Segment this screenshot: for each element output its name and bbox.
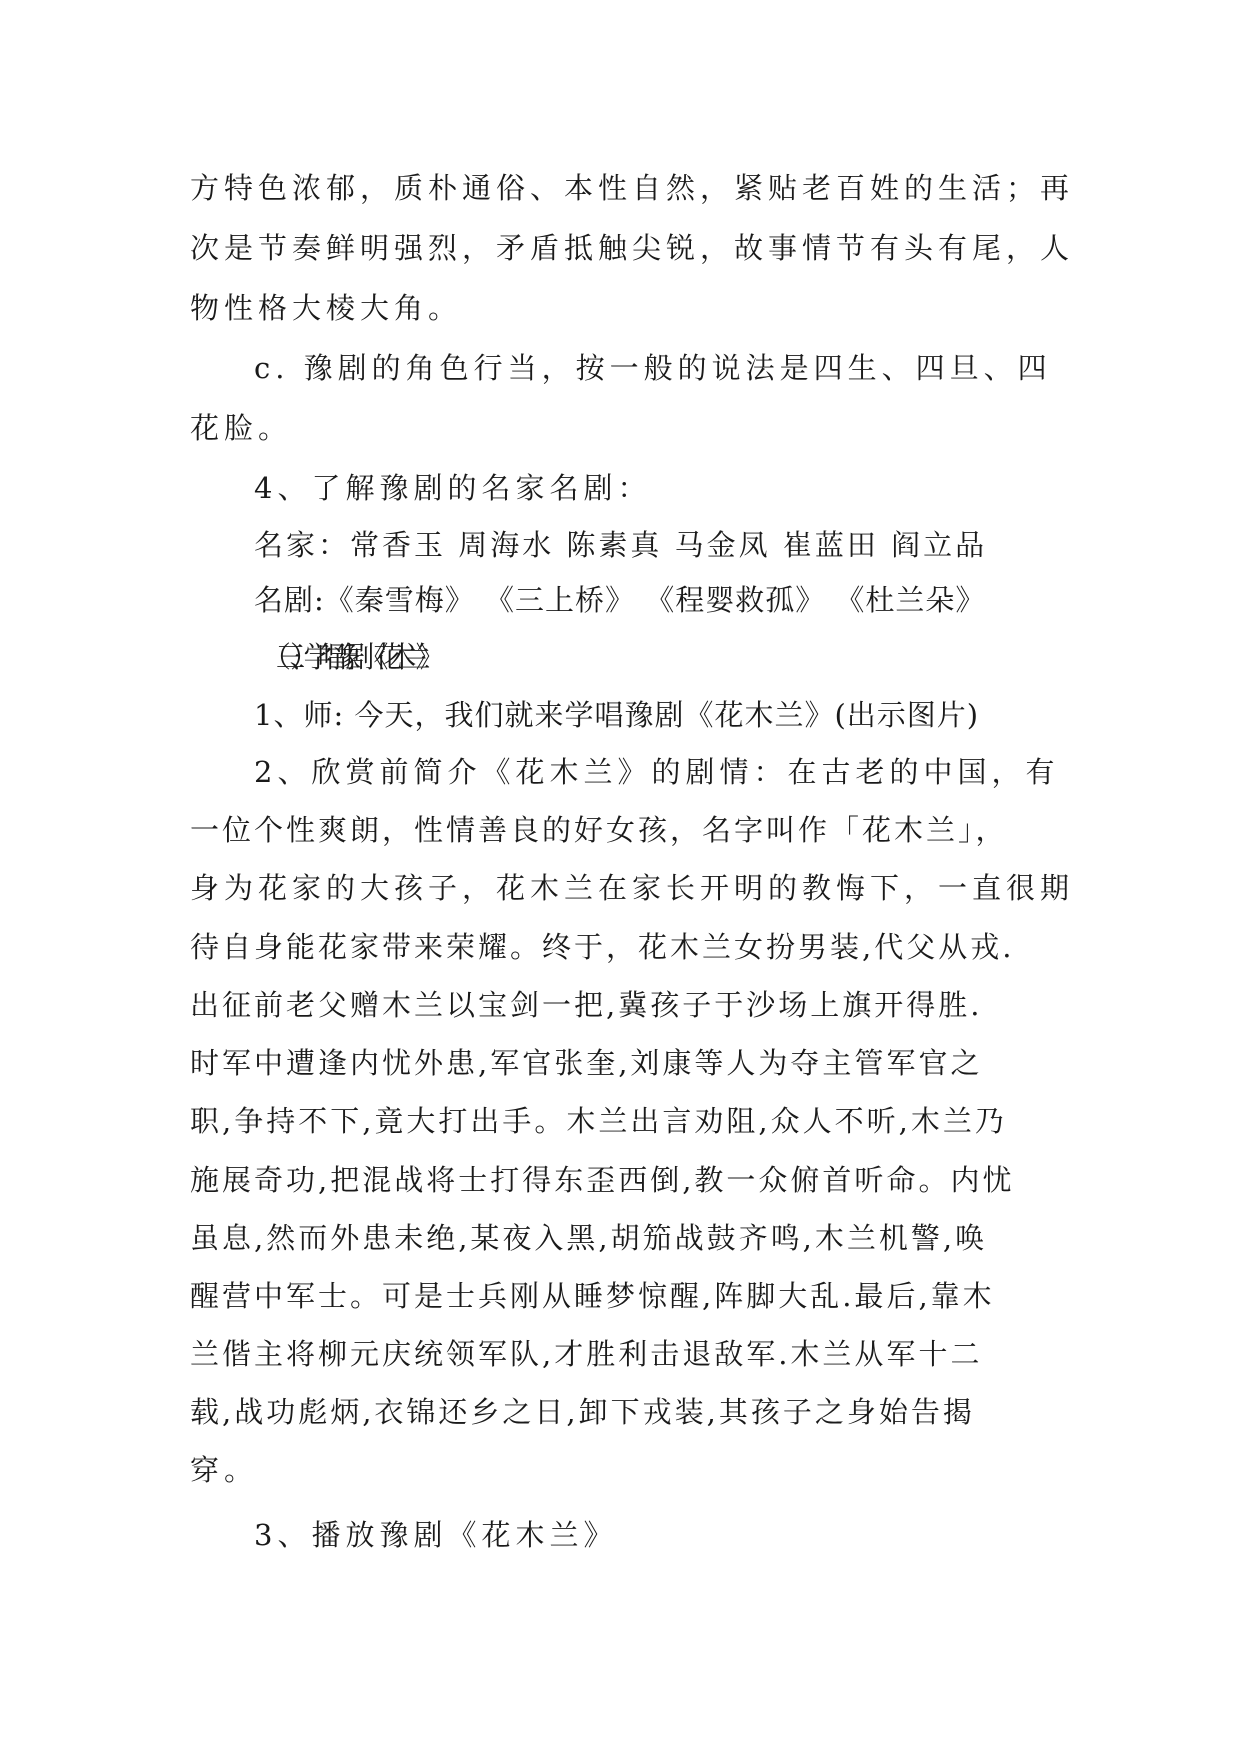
text-line: 次是节奏鲜明强烈，矛盾抵触尖锐，故事情节有头有尾，人 [190,231,1075,265]
text-line: 时军中遭逢内忧外患,军官张奎,刘康等人为夺主管军官之 [190,1046,983,1080]
text-line: 身为花家的大孩子，花木兰在家长开明的教悔下，一直很期 [190,871,1075,905]
text-line: 载,战功彪炳,衣锦还乡之日,卸下戎装,其孩子之身始告揭 [190,1395,975,1429]
text-line: 施展奇功,把混战将士打得东歪西倒,教一众俯首听命。内忧 [190,1163,1015,1197]
text-line: 名家：常香玉 周海水 陈素真 马金凤 崔蓝田 阎立品 [254,528,988,562]
text-line: 穿。 [190,1453,259,1487]
text-line: 方特色浓郁，质朴通俗、本性自然，紧贴老百姓的生活；再 [190,171,1075,205]
text-line: 一位个性爽朗，性情善良的好女孩，名字叫作「花木兰」， [190,813,1008,847]
text-line: 职,争持不下,竟大打出手。木兰出言劝阻,众人不听,木兰乃 [190,1104,1007,1138]
section-heading: 3、播放豫剧《花木兰》 [254,1518,618,1552]
text-line: 虽息,然而外患未绝,某夜入黑,胡笳战鼓齐鸣,木兰机警,唤 [190,1221,988,1255]
text-line: 待自身能花家带来荣耀。终于，花木兰女扮男装,代父从戎. [190,930,1015,964]
section-heading: 4、了解豫剧的名家名剧： [254,471,652,505]
text-line: 名剧:《秦雪梅》 《三上桥》 《程婴救孤》 《杜兰朵》 [254,583,986,617]
text-line: 出征前老父赠木兰以宝剑一把,冀孩子于沙场上旗开得胜. [190,988,983,1022]
text-line: 兰偕主将柳元庆统领军队,才胜利击退敌军.木兰从军十二 [190,1337,983,1371]
text-line: 花脸。 [190,411,293,445]
text-line: c. 豫剧的角色行当，按一般的说法是四生、四旦、四 [254,351,1052,385]
text-line: 醒营中军士。可是士兵刚从睡梦惊醒,阵脚大乱.最后,靠木 [190,1279,995,1313]
text-line: 2、欣赏前简介《花木兰》的剧情：在古老的中国，有 [254,755,1060,789]
section-heading: （三）、学唱豫剧《花木兰》 [262,640,430,674]
text-line: 物性格大棱大角。 [190,291,463,325]
text-line: 1、师: 今天，我们就来学唱豫剧《花木兰》(出示图片) [254,698,980,732]
